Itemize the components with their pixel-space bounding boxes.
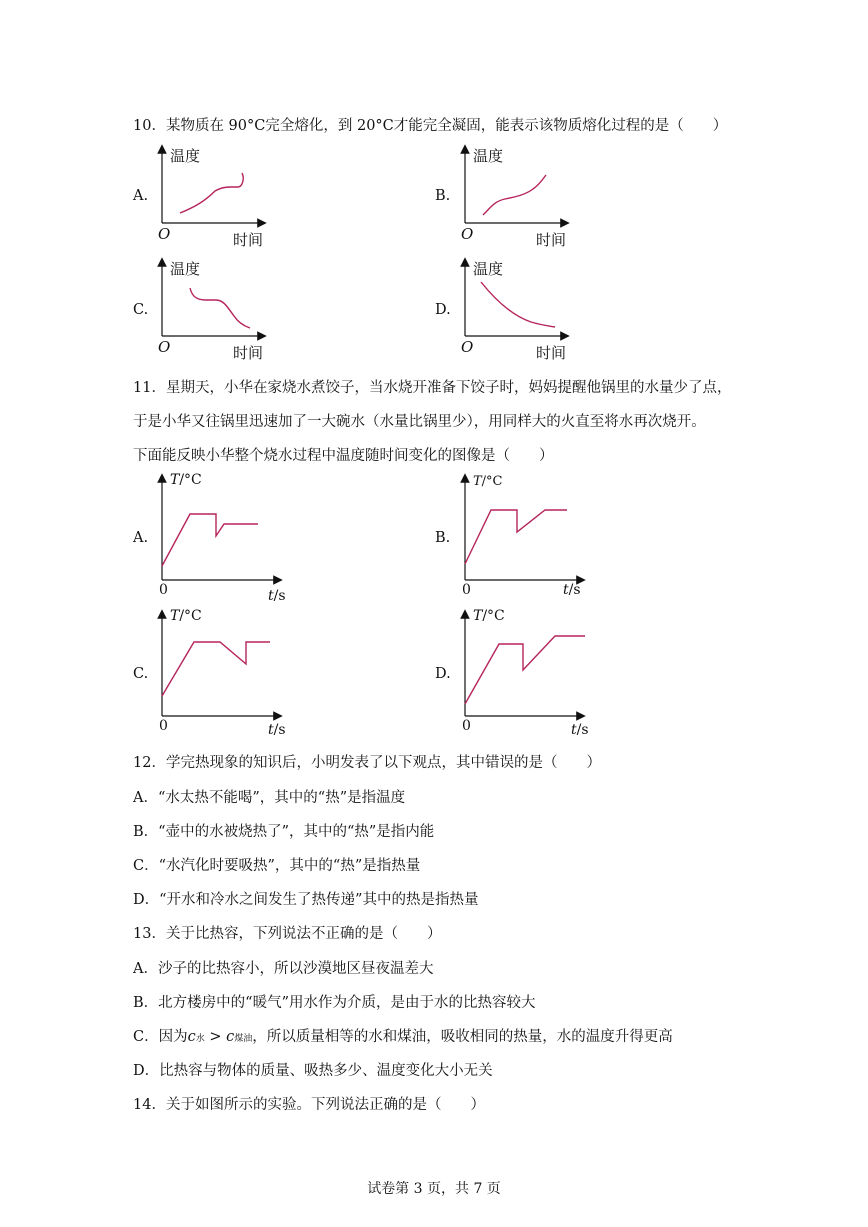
q10-option-c-label: C.	[133, 302, 149, 318]
q11-graph-d	[453, 604, 593, 738]
q10-a-curve	[180, 173, 243, 213]
q10-a-ylabel: 温度	[170, 147, 201, 165]
q10-option-a-label: A.	[133, 188, 149, 204]
q11-c-origin: 0	[159, 718, 168, 734]
q11-a-xlabel: t/s	[268, 588, 286, 604]
q11-stem-line-1: 11．星期天，小华在家烧水煮饺子，当水烧开准备下饺子时，妈妈提醒他锅里的水量少了点，	[133, 380, 732, 396]
q11-b-ylabel: T/°C	[473, 474, 503, 489]
q12-option-b: B．“壶中的水被烧热了”，其中的“热”是指内能	[133, 824, 435, 840]
q11-d-xlabel: t/s	[571, 722, 589, 738]
q11-graph-a	[150, 470, 290, 604]
q13-option-c-suffix: ，所以质量相等的水和煤油，吸收相同的热量，水的温度升得更高	[252, 1029, 673, 1045]
q10-a-origin: O	[158, 225, 171, 243]
q11-d-ylabel: T/°C	[473, 608, 505, 624]
q10-b-origin: O	[461, 225, 474, 243]
q11-option-a-label: A.	[133, 530, 149, 546]
q10-graph-a	[150, 145, 280, 250]
q13-option-c-prefix: C．因为	[133, 1029, 188, 1045]
q10-graph-c	[150, 258, 280, 363]
q11-d-origin: 0	[462, 718, 471, 734]
q10-option-b-label: B.	[435, 188, 451, 204]
q11-stem-line-2: 于是小华又往锅里迅速加了一大碗水（水量比锅里少），用同样大的火直至将水再次烧开。	[133, 414, 706, 430]
q13-option-c-sub2: 煤油	[234, 1034, 253, 1044]
q13-option-c-gt: >	[204, 1029, 227, 1045]
q10-d-xlabel: 时间	[536, 344, 567, 362]
q11-option-c-label: C.	[133, 666, 149, 682]
q11-a-origin: 0	[159, 582, 168, 598]
q10-c-origin: O	[158, 338, 171, 356]
q11-option-b-label: B.	[435, 530, 451, 546]
q10-c-curve	[190, 288, 250, 328]
q11-graph-b	[453, 470, 593, 600]
q10-stem: 10．某物质在 90°C完全熔化，到 20°C才能完全凝固，能表示该物质熔化过程的是（ ）	[133, 118, 728, 134]
q10-d-origin: O	[461, 338, 474, 356]
q11-stem-line-3: 下面能反映小华整个烧水过程中温度随时间变化的图像是（ ）	[133, 448, 554, 464]
q12-option-d: D．“开水和冷水之间发生了热传递”其中的热是指热量	[133, 892, 479, 908]
q10-option-d-label: D.	[435, 302, 451, 318]
q10-graph-d	[453, 258, 583, 363]
q13-option-c	[133, 1025, 673, 1046]
q10-b-curve	[483, 175, 546, 215]
q11-c-curve	[162, 642, 270, 696]
q10-b-xlabel: 时间	[536, 231, 567, 249]
q13-option-c-c1: c	[187, 1029, 196, 1045]
q13-option-d: D．比热容与物体的质量、吸热多少、温度变化大小无关	[133, 1063, 493, 1079]
q13-option-c-sub1: 水	[195, 1034, 205, 1044]
q10-a-xlabel: 时间	[233, 231, 264, 249]
q11-graph-c	[150, 604, 290, 738]
q14-stem: 14．关于如图所示的实验。下列说法正确的是（ ）	[133, 1097, 485, 1113]
q12-option-a: A．“水太热不能喝”，其中的“热”是指温度	[133, 790, 406, 806]
q13-option-c-c2: c	[226, 1029, 235, 1045]
q10-d-curve	[481, 282, 555, 327]
q10-c-xlabel: 时间	[233, 344, 264, 362]
q11-b-curve	[465, 510, 567, 564]
q11-option-d-label: D.	[435, 666, 451, 682]
q13-stem: 13．关于比热容，下列说法不正确的是（ ）	[133, 926, 442, 942]
q12-stem: 12．学完热现象的知识后，小明发表了以下观点，其中错误的是（ ）	[133, 755, 601, 771]
q11-c-ylabel: T/°C	[170, 608, 202, 624]
q10-c-ylabel: 温度	[170, 260, 201, 278]
page-footer: 试卷第 3 页，共 7 页	[367, 1181, 501, 1197]
q11-b-origin: 0	[462, 582, 471, 598]
q10-d-ylabel: 温度	[473, 260, 504, 278]
q12-option-c: C．“水汽化时要吸热”，其中的“热”是指热量	[133, 858, 421, 874]
q10-b-ylabel: 温度	[473, 147, 504, 165]
q11-a-ylabel: T/°C	[170, 472, 202, 488]
q10-graph-b	[453, 145, 583, 250]
q11-c-xlabel: t/s	[268, 722, 286, 738]
q11-d-curve	[465, 636, 585, 704]
q13-option-b: B．北方楼房中的“暖气”用水作为介质，是由于水的比热容较大	[133, 995, 536, 1011]
q13-option-a: A．沙子的比热容小，所以沙漠地区昼夜温差大	[133, 961, 434, 977]
q11-a-curve	[162, 514, 258, 566]
q11-b-xlabel: t/s	[563, 582, 581, 598]
q11-a-ylabel-unit: /°C	[179, 472, 202, 488]
